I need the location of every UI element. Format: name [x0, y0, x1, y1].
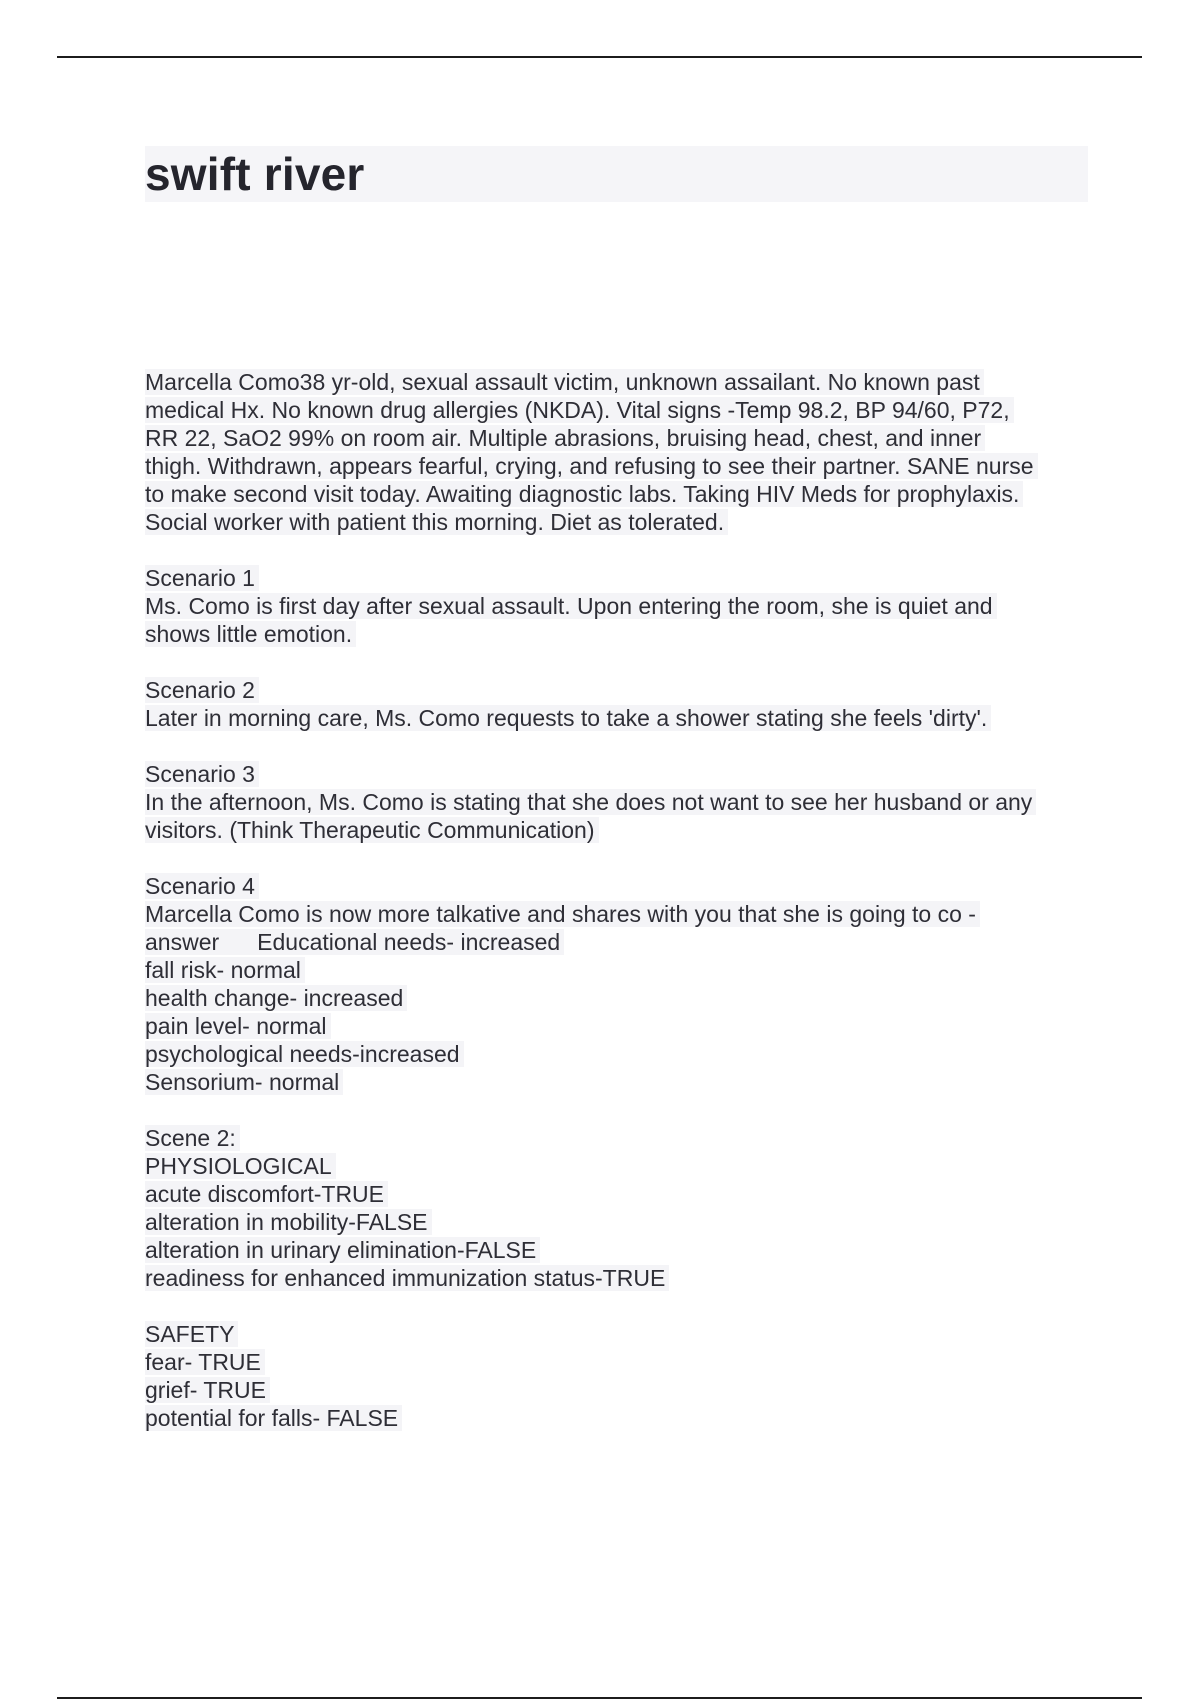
scenario-2: [145, 676, 1095, 732]
physiological-item: readiness for enhanced immunization status-TRUE: [145, 1265, 669, 1291]
physiological-item: alteration in urinary elimination-FALSE: [145, 1237, 540, 1263]
answer-label: answer: [145, 929, 220, 955]
safety-item: fear- TRUE: [145, 1349, 265, 1375]
physiological-heading: PHYSIOLOGICAL: [145, 1153, 336, 1179]
scenario-3-line: visitors. (Think Therapeutic Communication): [145, 817, 599, 843]
answer-item: Educational needs- increased: [257, 929, 561, 955]
intro-line: Social worker with patient this morning. Diet as tolerated.: [145, 509, 728, 535]
intro-line: Marcella Como38 yr-old, sexual assault victim, unknown assailant. No known past: [145, 369, 984, 395]
physiological-item: alteration in mobility-FALSE: [145, 1209, 432, 1235]
scenario-3: [145, 760, 1095, 844]
scenario-2-line: Later in morning care, Ms. Como requests to take a shower stating she feels 'dirty'.: [145, 705, 991, 731]
scenario-3-line: In the afternoon, Ms. Como is stating that she does not want to see her husband or any: [145, 789, 1036, 815]
answer-item: fall risk- normal: [145, 957, 305, 983]
intro-line: medical Hx. No known drug allergies (NKDA). Vital signs -Temp 98.2, BP 94/60, P72,: [145, 397, 1014, 423]
intro-line: RR 22, SaO2 99% on room air. Multiple abrasions, bruising head, chest, and inner: [145, 425, 985, 451]
scenario-1-heading: Scenario 1: [145, 565, 259, 591]
scene-2-safety: [145, 1320, 1095, 1432]
top-rule: [57, 56, 1142, 58]
scene-2-heading: Scene 2:: [145, 1125, 240, 1151]
safety-item: grief- TRUE: [145, 1377, 270, 1403]
scenario-1: [145, 564, 1095, 648]
page-title: swift river: [145, 148, 365, 200]
scenario-3-heading: Scenario 3: [145, 761, 259, 787]
scenario-1-line: shows little emotion.: [145, 621, 356, 647]
safety-item: potential for falls- FALSE: [145, 1405, 402, 1431]
intro-line: to make second visit today. Awaiting diagnostic labs. Taking HIV Meds for prophylaxis.: [145, 481, 1023, 507]
safety-heading: SAFETY: [145, 1321, 238, 1347]
scenario-4-line: Marcella Como is now more talkative and shares with you that she is going to co -: [145, 901, 980, 927]
scenario-4: [145, 872, 1095, 1096]
scenario-4-heading: Scenario 4: [145, 873, 259, 899]
intro-paragraph: [145, 368, 1095, 536]
scene-2-physiological: [145, 1124, 1095, 1292]
scenario-2-heading: Scenario 2: [145, 677, 259, 703]
answer-item: Sensorium- normal: [145, 1069, 343, 1095]
physiological-item: acute discomfort-TRUE: [145, 1181, 388, 1207]
scenario-1-line: Ms. Como is first day after sexual assault. Upon entering the room, she is quiet and: [145, 593, 997, 619]
answer-item: health change- increased: [145, 985, 407, 1011]
intro-line: thigh. Withdrawn, appears fearful, crying, and refusing to see their partner. SANE nurse: [145, 453, 1038, 479]
answer-item: pain level- normal: [145, 1013, 331, 1039]
bottom-rule: [57, 1697, 1142, 1699]
document-body: [145, 368, 1095, 1460]
answer-item: psychological needs-increased: [145, 1041, 464, 1067]
